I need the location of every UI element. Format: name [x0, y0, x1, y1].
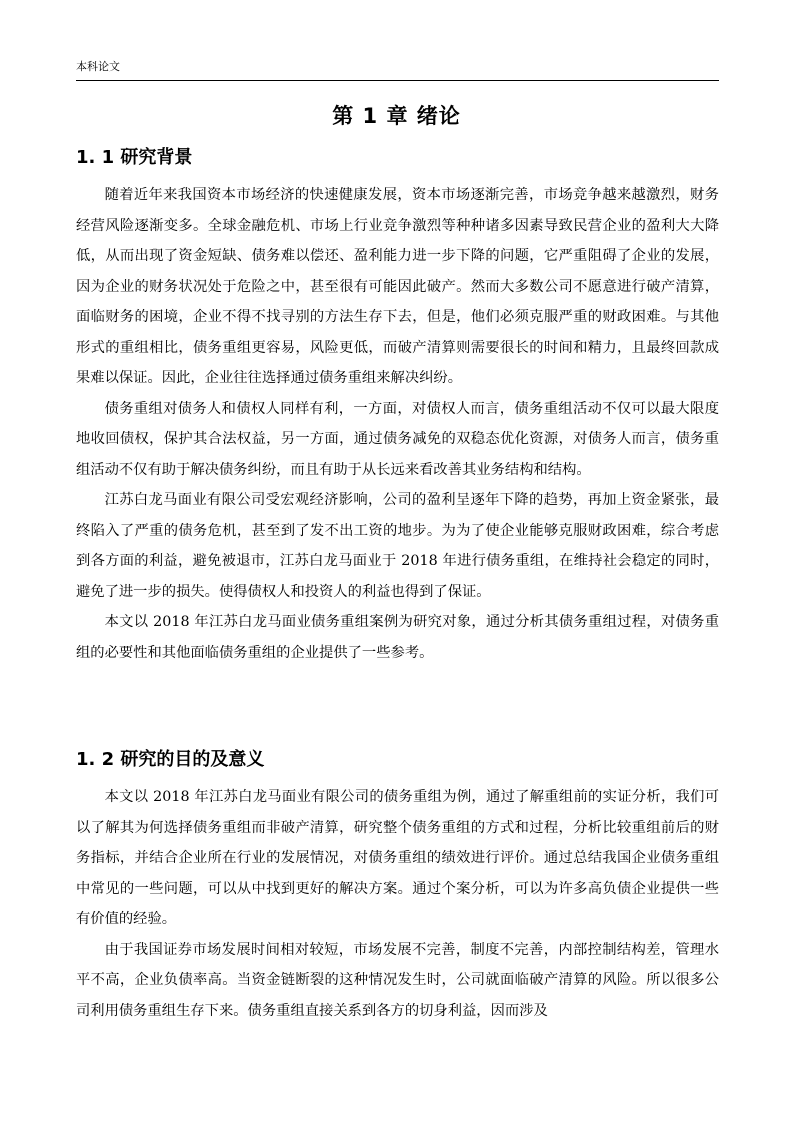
paragraph: 江苏白龙马面业有限公司受宏观经济影响，公司的盈利呈逐年下降的趋势，再加上资金紧张，最终陷入了严重的债务危机，甚至到了发不出工资的地步。为为了使企业能够克服财政困难，综合考虑到各方面的利益，避免被退市，江苏白龙马面业于 2018 年进行债务重组，在维持社会稳定的同时，避免了进一步的损失。使得债权人和投资人的利益也得到了保证。	[76, 492, 719, 600]
section-body-research-background	[76, 180, 719, 668]
section-body-purpose-and-significance	[76, 782, 719, 1026]
paragraph: 随着近年来我国资本市场经济的快速健康发展，资本市场逐渐完善，市场竞争越来越激烈，财务经营风险逐渐变多。全球金融危机、市场上行业竞争激烈等种种诸多因素导致民营企业的盈利大大降低，从而出现了资金短缺、债务难以偿还、盈利能力进一步下降的问题，它严重阻碍了企业的发展，因为企业的财务状况处于危险之中，甚至很有可能因此破产。然而大多数公司不愿意进行破产清算，面临财务的困境，企业不得不找寻别的方法生存下去，但是，他们必须克服严重的财政困难。与其他形式的重组相比，债务重组更容易，风险更低，而破产清算则需要很长的时间和精力，且最终回款成果难以保证。因此，企业往往选择通过债务重组来解决纠纷。	[76, 187, 719, 386]
running-header: 本科论文	[76, 60, 120, 73]
section-heading-research-background: 1. 1 研究背景	[76, 147, 193, 168]
section-heading-purpose-and-significance: 1. 2 研究的目的及意义	[76, 749, 265, 770]
chapter-title: 第 1 章 绪论	[332, 104, 461, 128]
paragraph: 本文以 2018 年江苏白龙马面业债务重组案例为研究对象，通过分析其债务重组过程，对债务重组的必要性和其他面临债务重组的企业提供了一些参考。	[76, 614, 719, 661]
paragraph: 本文以 2018 年江苏白龙马面业有限公司的债务重组为例，通过了解重组前的实证分析，我们可以了解其为何选择债务重组而非破产清算，研究整个债务重组的方式和过程，分析比较重组前后的财务指标，并结合企业所在行业的发展情况，对债务重组的绩效进行评价。通过总结我国企业债务重组中常见的一些问题，可以从中找到更好的解决方案。通过个案分析，可以为许多高负债企业提供一些有价值的经验。	[76, 789, 719, 927]
header-rule	[76, 80, 719, 81]
paragraph: 由于我国证券市场发展时间相对较短，市场发展不完善，制度不完善，内部控制结构差，管理水平不高，企业负债率高。当资金链断裂的这种情况发生时，公司就面临破产清算的风险。所以很多公司利用债务重组生存下来。债务重组直接关系到各方的切身利益，因而涉及	[76, 941, 719, 1019]
paragraph: 债务重组对债务人和债权人同样有利，一方面，对债权人而言，债务重组活动不仅可以最大限度地收回债权，保护其合法权益，另一方面，通过债务减免的双稳态优化资源，对债务人而言，债务重组活动不仅有助于解决债务纠纷，而且有助于从长远来看改善其业务结构和结构。	[76, 400, 719, 478]
